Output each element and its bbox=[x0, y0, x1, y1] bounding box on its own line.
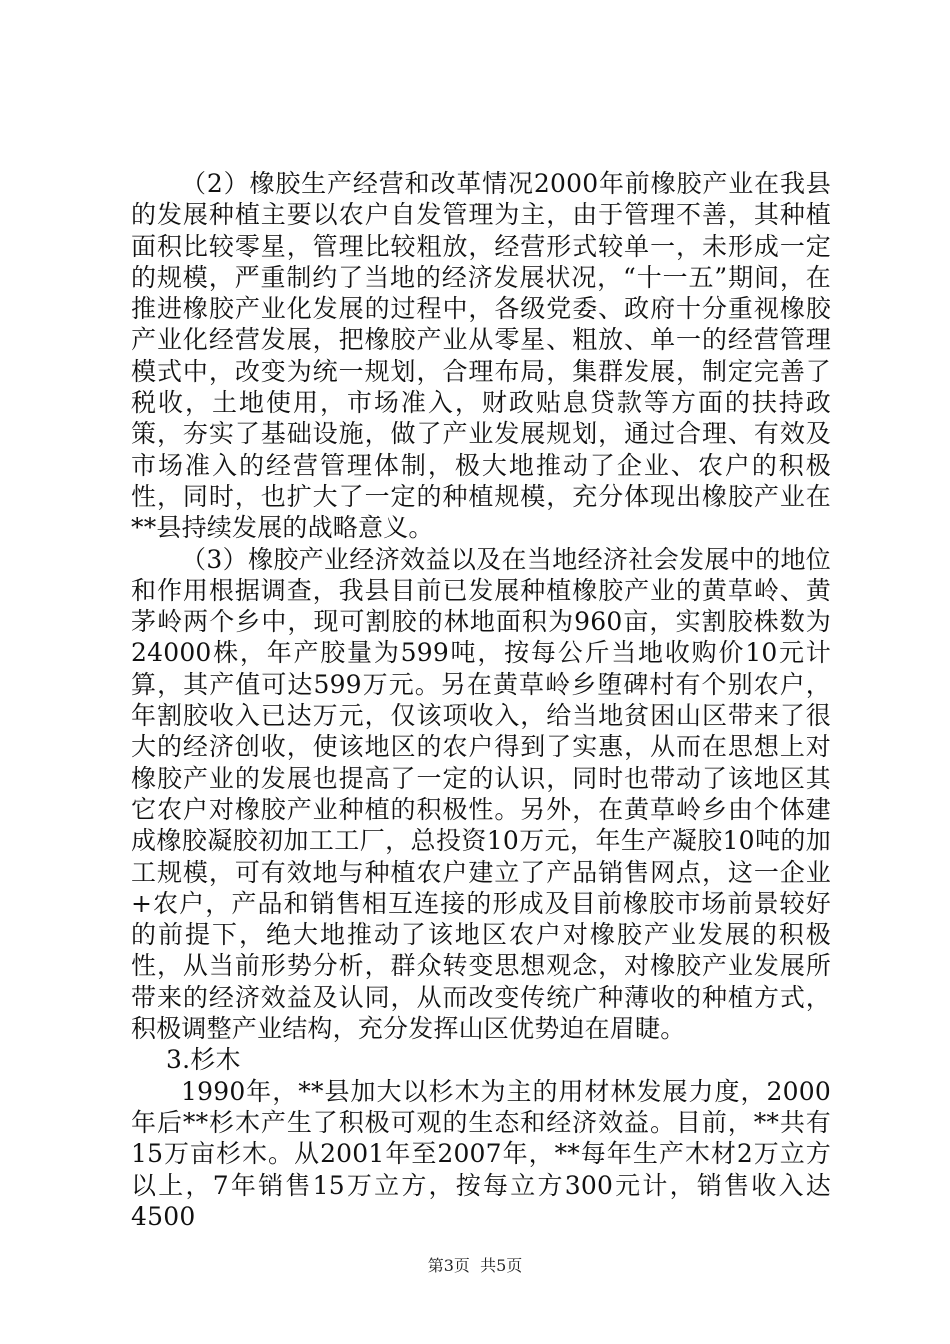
page-number-label: 第3页 共5页 bbox=[427, 1256, 523, 1275]
section-heading-fir: 3.杉木 bbox=[166, 1045, 241, 1075]
paragraph-rubber-economic-benefit: （3）橡胶产业经济效益以及在当地经济社会发展中的地位和作用根据调查，我县目前已发展种植橡胶产业的黄草岭、黄茅岭两个乡中，现可割胶的林地面积为960亩，实割胶株数为24000株，年产胶量为599吨，按每公斤当地收购价10元计算，其产值可达599万元。另在黄草岭乡堕碑村有个别农户，年割胶收入已达万元，仅该项收入，给当地贫困山区带来了很大的经济创收，使该地区的农户得到了实惠，从而在思想上对橡胶产业的发展也提高了一定的认识，同时也带动了该地区其它农户对橡胶产业种植的积极性。另外，在黄草岭乡由个体建成橡胶凝胶初加工工厂，总投资10万元，年生产凝胶10吨的加工规模，可有效地与种植农户建立了产品销售网点，这一企业+农户，产品和销售相互连接的形成及目前橡胶市场前景较好的前提下，绝大地推动了该地区农户对橡胶产业发展的积极性，从当前形势分析，群众转变思想观念，对橡胶产业发展所带来的经济效益及认同，从而改变传统广种薄收的种植方式，积极调整产业结构，充分发挥山区优势迫在眉睫。 bbox=[131, 544, 831, 1044]
page-footer bbox=[0, 1256, 950, 1276]
paragraph-rubber-management: （2）橡胶生产经营和改革情况2000年前橡胶产业在我县的发展种植主要以农户自发管理为主，由于管理不善，其种植面积比较零星，管理比较粗放，经营形式较单一，未形成一定的规模，严重制约了当地的经济发展状况，“十一五”期间，在推进橡胶产业化发展的过程中，各级党委、政府十分重视橡胶产业化经营发展，把橡胶产业从零星、粗放、单一的经营管理模式中，改变为统一规划，合理布局，集群发展，制定完善了税收，土地使用，市场准入，财政贴息贷款等方面的扶持政策，夯实了基础设施，做了产业发展规划，通过合理、有效及市场准入的经营管理体制，极大地推动了企业、农户的积极性，同时，也扩大了一定的种植规模，充分体现出橡胶产业在**县持续发展的战略意义。 bbox=[131, 169, 831, 543]
paragraph-fir: 1990年，**县加大以杉木为主的用材林发展力度，2000年后**杉木产生了积极可观的生态和经济效益。目前，**共有15万亩杉木。从2001年至2007年，**每年生产木材2万立方以上，7年销售15万立方，按每立方300元计，销售收入达4500 bbox=[131, 1076, 831, 1231]
document-body bbox=[131, 168, 831, 1232]
